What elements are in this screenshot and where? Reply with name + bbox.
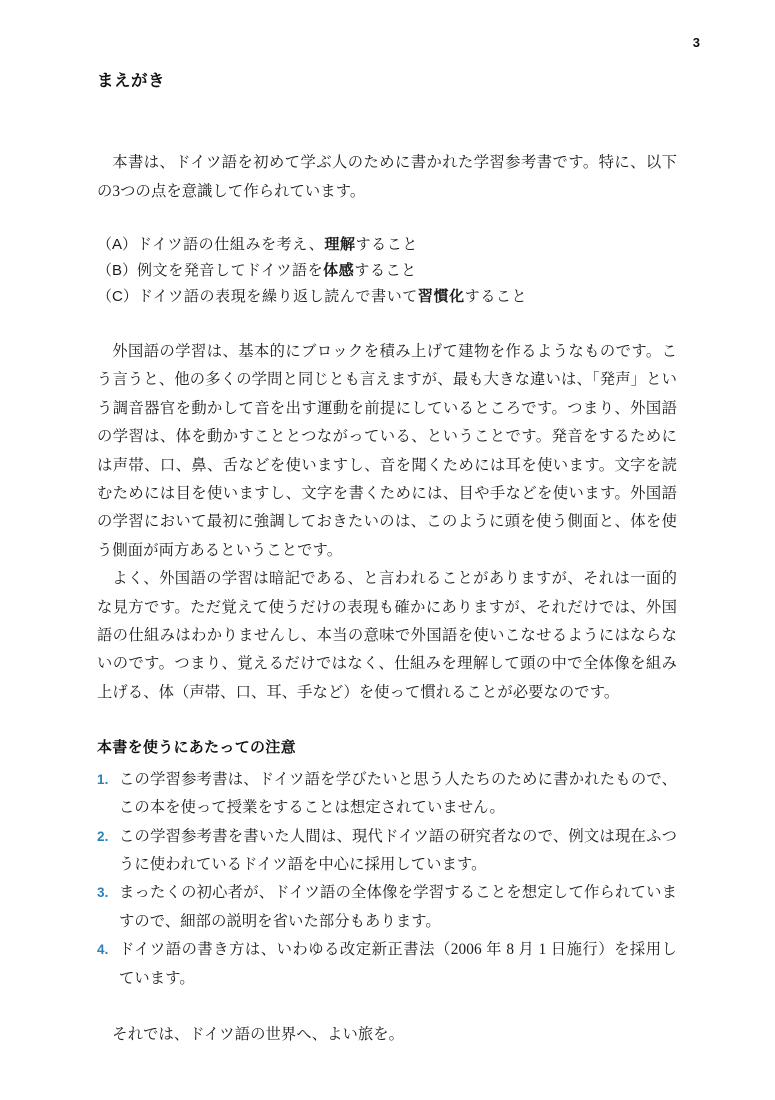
page-number: 3 <box>692 35 700 50</box>
aims-item-text-pre: ドイツ語の仕組みを考え、 <box>137 235 325 253</box>
notes-item-text: この学習参考書を書いた人間は、現代ドイツ語の研究者なので、例文は現在ふつうに使われているドイツ語を中心に採用しています。 <box>119 827 677 873</box>
notes-item-text: まったくの初心者が、ドイツ語の全体像を学習することを想定して作られていますので、細部の説明を省いた部分もあります。 <box>119 884 677 930</box>
aims-item-text-post: すること <box>354 261 417 279</box>
notes-section-title: 本書を使うにあたっての注意 <box>97 739 296 757</box>
aims-list-item <box>97 258 677 284</box>
notes-list <box>97 766 677 993</box>
aims-item-emphasis: 理解 <box>324 235 356 253</box>
closing-line: それでは、ドイツ語の世界へ、よい旅を。 <box>112 1025 405 1043</box>
spacer-before-closing <box>97 993 677 1021</box>
aims-item-mark: （C） <box>97 287 138 305</box>
aims-list-item <box>97 284 677 310</box>
page-content <box>97 70 677 1049</box>
body-paragraph-1: 外国語の学習は、基本的にブロックを積み上げて建物を作るようなものです。こう言うと、他の多くの学問と同じとも言えますが、最も大きな違いは、「発声」という調音器官を動かして音を出す運動を前提にしているところです。つまり、外国語の学習は、体を動かすこととつながっている、ということです。発音をするためには声帯、口、鼻、舌などを使いますし、音を聞くためには耳を使います。文字を読むためには目を使いますし、文字を書くためには、目や手などを使います。外国語の学習において最初に強調しておきたいのは、このように頭を使う側面と、体を使う側面が両方あるということです。 <box>97 342 677 559</box>
spacer-before-notes <box>97 707 677 737</box>
aims-item-emphasis: 習慣化 <box>417 287 465 305</box>
aims-item-mark: （B） <box>97 261 138 279</box>
notes-item-number: 3. <box>97 885 109 901</box>
aims-list <box>97 232 677 310</box>
notes-list-item <box>97 766 677 823</box>
notes-item-text: この学習参考書は、ドイツ語を学びたいと思う人たちのために書かれたもので、この本を使って授業をすることは想定されていません。 <box>119 770 677 817</box>
notes-list-item <box>97 879 677 936</box>
spacer-after-aims <box>97 310 677 338</box>
aims-item-text-pre: 例文を発音してドイツ語を <box>137 261 324 279</box>
body-paragraph-2: よく、外国語の学習は暗記である、と言われることがありますが、それは一面的な見方です。ただ覚えて使うだけの表現も確かにありますが、それだけでは、外国語の仕組みはわかりませんし、本当の意味で外国語を使いこなせるようにはならないのです。つまり、覚えるだけではなく、仕組みを理解して頭の中で全体像を組み上げる、体（声帯、口、耳、手など）を使って慣れることが必要なのです。 <box>97 570 677 701</box>
notes-list-item <box>97 936 677 993</box>
aims-item-emphasis: 体感 <box>323 261 355 279</box>
aims-item-text-pre: ドイツ語の表現を繰り返し読んで書いて <box>137 287 418 305</box>
aims-item-mark: （A） <box>97 235 138 253</box>
page-title: まえがき <box>97 72 165 90</box>
aims-item-text-post: すること <box>355 235 418 253</box>
notes-item-text: ドイツ語の書き方は、いわゆる改定新正書法（2006 年 8 月 1 日施行）を採用しています。 <box>119 941 677 987</box>
aims-list-item <box>97 232 677 258</box>
spacer-after-intro <box>97 206 677 232</box>
notes-item-number: 2. <box>97 828 109 844</box>
notes-item-number: 1. <box>97 771 109 787</box>
notes-item-number: 4. <box>97 942 109 958</box>
aims-item-text-post: すること <box>464 287 528 305</box>
intro-paragraph: 本書は、ドイツ語を初めて学ぶ人のために書かれた学習参考書です。特に、以下の3つの点を意識して作られています。 <box>97 154 677 200</box>
notes-list-item <box>97 823 677 880</box>
